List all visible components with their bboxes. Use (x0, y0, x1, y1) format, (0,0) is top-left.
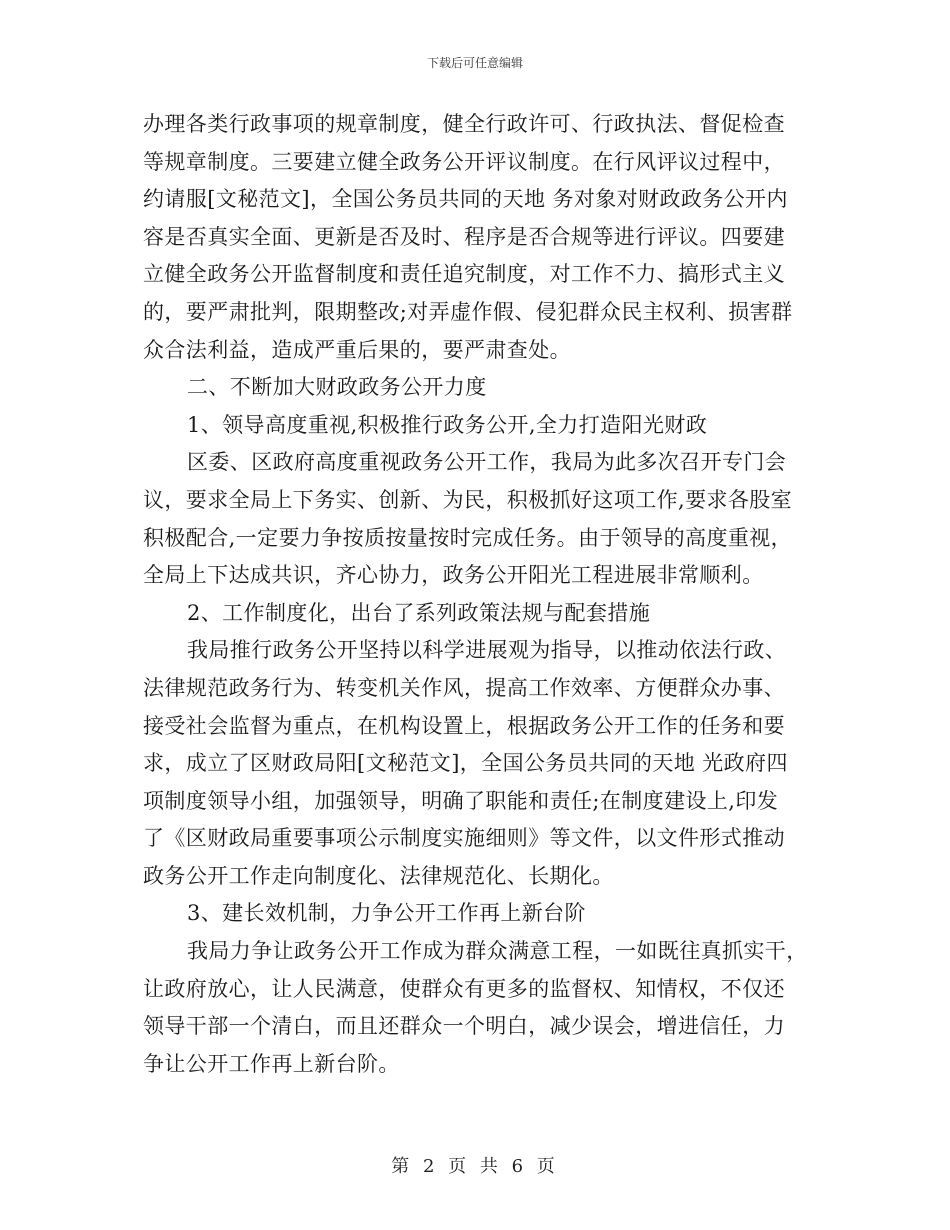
document-body (143, 106, 808, 1083)
text-line: 项制度领导小组，加强领导，明确了职能和责任;在制度建设上,印发 (143, 788, 779, 813)
text-line: 我局推行政务公开坚持以科学进展观为指导，以推动依法行政、 (187, 638, 787, 663)
text-line: 法律规范政务行为、转变机关作风，提高工作效率、方便群众办事、 (143, 675, 785, 700)
text-line: 让政府放心，让人民满意，使群众有更多的监督权、知情权，不仅还 (143, 976, 785, 1001)
text-line: 接受社会监督为重点，在机构设置上，根据政务公开工作的任务和要 (143, 713, 785, 738)
text-line: 区委、区政府高度重视政务公开工作，我局为此多次召开专门会 (187, 450, 787, 475)
text-line: 了《区财政局重要事项公示制度实施细则》等文件，以文件形式推动 (143, 826, 785, 851)
page-header: 下载后可任意编辑 (426, 56, 523, 70)
text-line: 容是否真实全面、更新是否及时、程序是否合规等进行评议。四要建 (143, 224, 785, 249)
subsection-heading: 3、建长效机制，力争公开工作再上新台阶 (187, 901, 586, 926)
text-line: 积极配合,一定要力争按质按量按时完成任务。由于领导的高度重视， (143, 525, 793, 550)
text-line: 的，要严肃批判，限期整改;对弄虚作假、侵犯群众民主权利、损害群 (143, 299, 793, 324)
text-line: 争让公开工作再上新台阶。 (143, 1051, 400, 1076)
text-line: 约请服[文秘范文]，全国公务员共同的天地 务对象对财政政务公开内 (143, 187, 788, 212)
text-line: 领导干部一个清白，而且还群众一个明白，减少误会，增进信任，力 (143, 1014, 785, 1039)
text-line: 立健全政务公开监督制度和责任追究制度，对工作不力、搞形式主义 (143, 262, 785, 287)
text-line: 求，成立了区财政局阳[文秘范文]，全国公务员共同的天地 光政府四 (143, 751, 788, 776)
subsection-heading: 1、领导高度重视,积极推行政务公开,全力打造阳光财政 (187, 412, 708, 437)
subsection-heading: 2、工作制度化，出台了系列政策法规与配套措施 (187, 600, 651, 625)
text-line: 办理各类行政事项的规章制度，健全行政许可、行政执法、督促检查 (143, 112, 785, 136)
text-line: 众合法利益，造成严重后果的，要严肃查处。 (143, 337, 571, 362)
text-line: 我局力争让政务公开工作成为群众满意工程，一如既往真抓实干， (187, 939, 808, 964)
text-line: 全局上下达成共识，齐心协力，政务公开阳光工程进展非常顺利。 (143, 563, 764, 588)
page-footer: 第 2 页 共 6 页 (391, 1156, 559, 1177)
section-heading: 二、不断加大财政政务公开力度 (187, 375, 487, 400)
text-line: 政务公开工作走向制度化、法律规范化、长期化。 (143, 863, 614, 888)
text-line: 议，要求全局上下务实、创新、为民，积极抓好这项工作,要求各股室 (143, 487, 793, 512)
text-line: 等规章制度。三要建立健全政务公开评议制度。在行风评议过程中， (143, 149, 785, 174)
